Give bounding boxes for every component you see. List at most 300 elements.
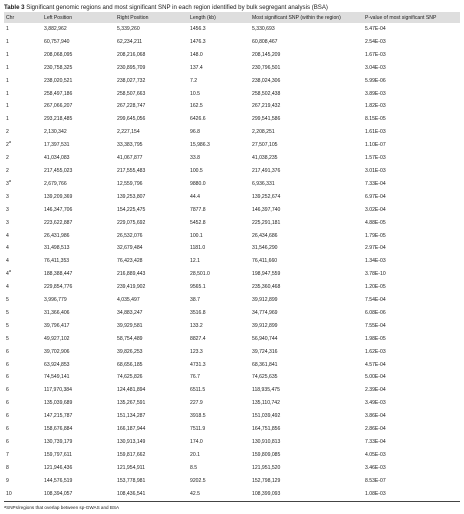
cell-length [188, 217, 250, 230]
cell-right-position-value: 139,253,807 [117, 193, 146, 200]
cell-length-value: 8827.4 [190, 335, 206, 342]
header-row [4, 12, 460, 23]
cell-chr-value: 10 [6, 490, 12, 497]
cell-p-value-value: 4.05E-03 [365, 451, 386, 458]
table-row [4, 384, 460, 397]
cell-left-position [42, 333, 115, 346]
cell-length-value: 9880.0 [190, 180, 206, 187]
cell-left-position-value: 267,066,207 [44, 103, 73, 110]
cell-left-position-value: 31,366,406 [44, 309, 70, 316]
cell-left-position [42, 320, 115, 333]
cell-chr [4, 449, 42, 462]
cell-most-significant-snp [250, 217, 363, 230]
cell-length [188, 126, 250, 139]
cell-p-value [363, 23, 460, 36]
data-table [4, 12, 460, 502]
header-right-position: Right Position [117, 14, 149, 21]
cell-length-value: 6426.6 [190, 116, 206, 123]
cell-left-position [42, 75, 115, 88]
cell-right-position-value: 2,227,154 [117, 129, 140, 136]
cell-chr [4, 178, 42, 191]
cell-chr-value: 6 [6, 387, 9, 394]
cell-p-value-value: 1.67E-03 [365, 51, 386, 58]
table-row [4, 410, 460, 423]
cell-right-position [115, 178, 188, 191]
cell-length [188, 475, 250, 488]
cell-most-significant-snp-value: 41,038,235 [252, 155, 278, 162]
cell-p-value-value: 1.82E-03 [365, 103, 386, 110]
cell-most-significant-snp-value: 217,491,376 [252, 167, 281, 174]
cell-left-position [42, 307, 115, 320]
cell-most-significant-snp-value: 5,330,693 [252, 26, 275, 32]
cell-right-position-value: 26,532,076 [117, 232, 143, 239]
cell-right-position-value: 32,679,484 [117, 245, 143, 252]
cell-left-position [42, 178, 115, 191]
cell-length [188, 371, 250, 384]
cell-left-position [42, 475, 115, 488]
cell-length [188, 320, 250, 333]
cell-chr-value: 8 [6, 464, 9, 471]
cell-p-value [363, 488, 460, 501]
cell-right-position-value: 39,826,253 [117, 348, 143, 355]
cell-left-position [42, 488, 115, 501]
cell-right-position-value: 217,555,483 [117, 167, 146, 174]
cell-left-position-value: 108,394,057 [44, 490, 73, 497]
cell-left-position [42, 126, 115, 139]
cell-right-position-value: 208,216,068 [117, 51, 146, 58]
cell-p-value [363, 320, 460, 333]
cell-p-value-value: 5.00E-04 [365, 374, 386, 381]
cell-right-position-value: 299,645,056 [117, 116, 146, 123]
cell-chr-value: 5 [6, 322, 9, 329]
cell-right-position [115, 242, 188, 255]
cell-most-significant-snp-value: 258,502,438 [252, 90, 281, 97]
cell-left-position-value: 2,679,766 [44, 180, 67, 187]
cell-p-value-value: 4.88E-05 [365, 219, 386, 226]
header-length: Length (kb) [190, 14, 216, 21]
cell-left-position [42, 462, 115, 475]
cell-p-value-value: 6.08E-06 [365, 309, 386, 316]
cell-length [188, 242, 250, 255]
cell-left-position-value: 74,549,141 [44, 374, 70, 381]
table-row [4, 475, 460, 488]
cell-chr [4, 436, 42, 449]
cell-chr-value: 2 [6, 129, 9, 136]
cell-right-position-value: 154,225,475 [117, 206, 146, 213]
cell-length-value: 227.9 [190, 400, 203, 407]
cell-right-position-value: 58,754,489 [117, 335, 143, 342]
cell-length-value: 6511.5 [190, 387, 206, 394]
cell-left-position [42, 281, 115, 294]
cell-p-value [363, 397, 460, 410]
cell-left-position-value: 139,209,369 [44, 193, 73, 200]
cell-right-position-value: 238,027,732 [117, 77, 146, 84]
cell-p-value-value: 3.02E-04 [365, 206, 386, 213]
cell-p-value [363, 449, 460, 462]
table-row [4, 113, 460, 126]
cell-p-value-value: 1.34E-03 [365, 258, 386, 265]
cell-right-position [115, 217, 188, 230]
cell-length-value: 9565.1 [190, 284, 206, 291]
cell-length [188, 333, 250, 346]
cell-right-position [115, 333, 188, 346]
cell-length-value: 3918.5 [190, 413, 206, 420]
table-row [4, 307, 460, 320]
cell-left-position-value: 229,854,776 [44, 284, 73, 291]
cell-right-position [115, 49, 188, 62]
cell-most-significant-snp-value: 164,751,856 [252, 426, 281, 433]
cell-p-value [363, 139, 460, 152]
cell-length-value: 1181.0 [190, 245, 206, 252]
cell-right-position-value: 68,656,185 [117, 361, 143, 368]
cell-left-position [42, 204, 115, 217]
cell-p-value-value: 7.54E-04 [365, 297, 386, 304]
cell-most-significant-snp [250, 23, 363, 36]
cell-length-value: 7511.9 [190, 426, 206, 433]
cell-chr-value: 4 [6, 258, 9, 265]
cell-length [188, 423, 250, 436]
cell-p-value [363, 475, 460, 488]
cell-p-value-value: 5.47E-04 [365, 26, 386, 32]
cell-chr [4, 217, 42, 230]
cell-most-significant-snp-value: 26,434,686 [252, 232, 278, 239]
cell-most-significant-snp-value: 152,798,129 [252, 477, 281, 484]
cell-length-value: 4731.3 [190, 361, 206, 368]
cell-right-position-value: 130,913,149 [117, 439, 146, 445]
table-caption [4, 4, 460, 12]
cell-right-position [115, 449, 188, 462]
cell-left-position [42, 36, 115, 49]
cell-chr-value: 1 [6, 116, 9, 123]
cell-chr-value: 2 [6, 142, 9, 149]
cell-most-significant-snp [250, 139, 363, 152]
cell-chr-value: 4 [6, 232, 9, 239]
cell-p-value-value: 3.78E-10 [365, 271, 386, 278]
cell-p-value-value: 7.55E-04 [365, 322, 386, 329]
overlap-mark: a [8, 269, 11, 274]
cell-chr-value: 6 [6, 439, 9, 445]
cell-most-significant-snp-value: 39,724,316 [252, 348, 278, 355]
cell-most-significant-snp [250, 462, 363, 475]
cell-chr [4, 294, 42, 307]
cell-length [188, 191, 250, 204]
cell-chr-value: 6 [6, 413, 9, 420]
cell-most-significant-snp [250, 475, 363, 488]
cell-right-position [115, 320, 188, 333]
table-header [4, 12, 460, 23]
cell-most-significant-snp [250, 126, 363, 139]
table-caption-text: Significant genomic regions and most significant SNP in each region identified by bulk segregant analysis (BSA) [26, 4, 328, 11]
cell-chr-value: 6 [6, 400, 9, 407]
cell-p-value [363, 307, 460, 320]
cell-p-value [363, 268, 460, 281]
cell-length-value: 5452.8 [190, 219, 206, 226]
cell-p-value [363, 436, 460, 449]
cell-left-position [42, 423, 115, 436]
cell-chr [4, 152, 42, 165]
cell-chr-value: 3 [6, 219, 9, 226]
cell-left-position [42, 62, 115, 75]
cell-right-position [115, 126, 188, 139]
cell-right-position [115, 255, 188, 268]
cell-most-significant-snp [250, 423, 363, 436]
cell-p-value-value: 1.20E-05 [365, 284, 386, 291]
cell-left-position-value: 146,347,706 [44, 206, 73, 213]
cell-length-value: 7877.8 [190, 206, 206, 213]
cell-length [188, 359, 250, 372]
cell-left-position-value: 17,397,531 [44, 142, 70, 149]
table-row [4, 346, 460, 359]
cell-right-position [115, 139, 188, 152]
cell-p-value [363, 333, 460, 346]
cell-right-position [115, 230, 188, 243]
cell-chr-value: 1 [6, 77, 9, 84]
cell-p-value [363, 126, 460, 139]
cell-most-significant-snp [250, 100, 363, 113]
cell-p-value-value: 1.10E-07 [365, 142, 386, 149]
table-row [4, 165, 460, 178]
cell-most-significant-snp [250, 281, 363, 294]
cell-right-position [115, 88, 188, 101]
cell-length [188, 307, 250, 320]
cell-length [188, 178, 250, 191]
cell-right-position [115, 475, 188, 488]
cell-right-position [115, 62, 188, 75]
cell-chr [4, 88, 42, 101]
cell-length [188, 165, 250, 178]
cell-length [188, 62, 250, 75]
cell-left-position [42, 242, 115, 255]
cell-left-position [42, 346, 115, 359]
cell-p-value-value: 7.33E-04 [365, 180, 386, 187]
cell-length [188, 139, 250, 152]
cell-left-position-value: 31,498,513 [44, 245, 70, 252]
cell-left-position-value: 158,676,884 [44, 426, 73, 433]
table-row [4, 152, 460, 165]
cell-right-position-value: 41,067,877 [117, 155, 143, 162]
cell-chr-value: 1 [6, 103, 9, 110]
cell-left-position-value: 188,388,447 [44, 271, 73, 278]
cell-right-position-value: 34,883,247 [117, 309, 143, 316]
cell-length [188, 75, 250, 88]
cell-right-position [115, 23, 188, 36]
cell-right-position-value: 151,134,287 [117, 413, 146, 420]
cell-p-value-value: 3.04E-03 [365, 64, 386, 71]
cell-chr-value: 1 [6, 51, 9, 58]
overlap-mark: a [8, 140, 11, 145]
footnote-text: SNPs/regions that overlap between sp-GWAS and BSA [6, 504, 120, 510]
cell-most-significant-snp-value: 135,110,742 [252, 400, 280, 407]
cell-length-value: 38.7 [190, 297, 200, 304]
cell-most-significant-snp-value: 267,219,432 [252, 103, 281, 110]
cell-chr [4, 23, 42, 36]
cell-most-significant-snp-value: 34,774,969 [252, 309, 278, 316]
cell-left-position-value: 130,739,179 [44, 439, 73, 445]
cell-p-value-value: 1.08E-03 [365, 490, 386, 497]
cell-p-value-value: 4.57E-04 [365, 361, 386, 368]
cell-left-position-value: 41,034,083 [44, 155, 70, 162]
cell-left-position [42, 449, 115, 462]
cell-left-position [42, 384, 115, 397]
cell-p-value [363, 75, 460, 88]
cell-chr [4, 462, 42, 475]
cell-length-value: 44.4 [190, 193, 200, 200]
cell-left-position-value: 3,996,779 [44, 297, 67, 304]
cell-most-significant-snp [250, 410, 363, 423]
cell-length-value: 10.5 [190, 90, 200, 97]
cell-left-position-value: 63,924,853 [44, 361, 70, 368]
cell-length [188, 204, 250, 217]
table-row [4, 462, 460, 475]
cell-length [188, 462, 250, 475]
cell-left-position-value: 208,068,095 [44, 51, 73, 58]
cell-length-value: 100.1 [190, 232, 203, 239]
cell-chr-value: 5 [6, 297, 9, 304]
cell-chr [4, 165, 42, 178]
cell-p-value-value: 2.54E-03 [365, 38, 386, 45]
table-row [4, 126, 460, 139]
cell-most-significant-snp-value: 60,808,467 [252, 38, 278, 45]
cell-length [188, 281, 250, 294]
table-row [4, 333, 460, 346]
cell-right-position-value: 216,889,443 [117, 271, 146, 278]
cell-most-significant-snp [250, 371, 363, 384]
cell-right-position-value: 121,954,911 [117, 464, 145, 471]
cell-left-position [42, 397, 115, 410]
cell-right-position [115, 36, 188, 49]
cell-chr-value: 4 [6, 245, 9, 252]
cell-left-position-value: 135,039,689 [44, 400, 73, 407]
cell-left-position-value: 3,882,962 [44, 26, 67, 32]
cell-length [188, 49, 250, 62]
cell-length [188, 384, 250, 397]
cell-length [188, 397, 250, 410]
cell-chr-value: 2 [6, 167, 9, 174]
cell-most-significant-snp [250, 113, 363, 126]
table-row [4, 371, 460, 384]
cell-most-significant-snp-value: 31,546,290 [252, 245, 278, 252]
cell-right-position-value: 239,419,902 [117, 284, 146, 291]
cell-chr [4, 333, 42, 346]
cell-p-value-value: 3.86E-04 [365, 413, 386, 420]
header-most-significant-snp: Most significant SNP (within the region) [252, 14, 341, 21]
cell-left-position [42, 359, 115, 372]
cell-right-position [115, 384, 188, 397]
cell-left-position-value: 26,431,986 [44, 232, 70, 239]
cell-left-position-value: 293,218,485 [44, 116, 73, 123]
table-body [4, 23, 460, 501]
table-row [4, 488, 460, 501]
cell-left-position-value: 49,927,102 [44, 335, 70, 342]
cell-right-position [115, 307, 188, 320]
cell-chr [4, 255, 42, 268]
table-row [4, 359, 460, 372]
cell-chr [4, 371, 42, 384]
table-row [4, 449, 460, 462]
cell-right-position-value: 258,507,663 [117, 90, 146, 97]
cell-chr [4, 307, 42, 320]
cell-left-position [42, 88, 115, 101]
table-footnote [4, 504, 460, 512]
cell-most-significant-snp-value: 74,625,635 [252, 374, 278, 381]
cell-chr [4, 100, 42, 113]
table-row [4, 49, 460, 62]
cell-left-position-value: 76,411,353 [44, 258, 70, 265]
cell-most-significant-snp [250, 204, 363, 217]
cell-most-significant-snp-value: 139,252,674 [252, 193, 281, 200]
cell-chr-value: 3 [6, 206, 9, 213]
cell-p-value [363, 165, 460, 178]
cell-length-value: 137.4 [190, 64, 203, 71]
cell-chr-value: 3 [6, 180, 9, 187]
cell-length [188, 230, 250, 243]
cell-chr-value: 6 [6, 374, 9, 381]
cell-length-value: 148.0 [190, 51, 203, 58]
cell-left-position [42, 139, 115, 152]
cell-length [188, 88, 250, 101]
cell-p-value-value: 6.97E-04 [365, 193, 386, 200]
cell-chr [4, 126, 42, 139]
cell-most-significant-snp [250, 62, 363, 75]
table-row [4, 320, 460, 333]
cell-most-significant-snp-value: 2,208,251 [252, 129, 275, 136]
cell-p-value [363, 294, 460, 307]
cell-most-significant-snp-value: 76,411,660 [252, 258, 278, 265]
cell-right-position [115, 462, 188, 475]
cell-p-value [363, 346, 460, 359]
cell-chr [4, 75, 42, 88]
cell-right-position-value: 74,625,826 [117, 374, 143, 381]
cell-most-significant-snp [250, 307, 363, 320]
cell-most-significant-snp [250, 75, 363, 88]
cell-length-value: 174.0 [190, 439, 203, 445]
cell-p-value [363, 217, 460, 230]
cell-chr [4, 49, 42, 62]
cell-length-value: 133.2 [190, 322, 203, 329]
cell-chr-value: 7 [6, 451, 9, 458]
cell-p-value-value: 2.39E-04 [365, 387, 386, 394]
cell-p-value [363, 462, 460, 475]
cell-right-position [115, 371, 188, 384]
cell-most-significant-snp [250, 436, 363, 449]
cell-chr-value: 1 [6, 64, 9, 71]
cell-length [188, 255, 250, 268]
cell-right-position-value: 229,075,692 [117, 219, 146, 226]
cell-most-significant-snp [250, 268, 363, 281]
cell-chr-value: 6 [6, 361, 9, 368]
cell-length-value: 9202.5 [190, 477, 206, 484]
cell-most-significant-snp-value: 6,936,331 [252, 180, 275, 187]
cell-most-significant-snp [250, 255, 363, 268]
cell-length [188, 449, 250, 462]
cell-p-value [363, 371, 460, 384]
cell-right-position-value: 135,267,591 [117, 400, 146, 407]
cell-length-value: 7.2 [190, 77, 198, 84]
table-row [4, 139, 460, 152]
cell-most-significant-snp [250, 294, 363, 307]
cell-chr-value: 5 [6, 335, 9, 342]
cell-length-value: 8.5 [190, 464, 198, 471]
cell-chr-value: 4 [6, 271, 9, 278]
cell-p-value [363, 410, 460, 423]
cell-left-position [42, 191, 115, 204]
cell-length-value: 12.1 [190, 258, 200, 265]
cell-left-position [42, 230, 115, 243]
cell-p-value [363, 178, 460, 191]
cell-most-significant-snp-value: 198,947,559 [252, 271, 281, 278]
cell-length [188, 268, 250, 281]
cell-right-position [115, 281, 188, 294]
